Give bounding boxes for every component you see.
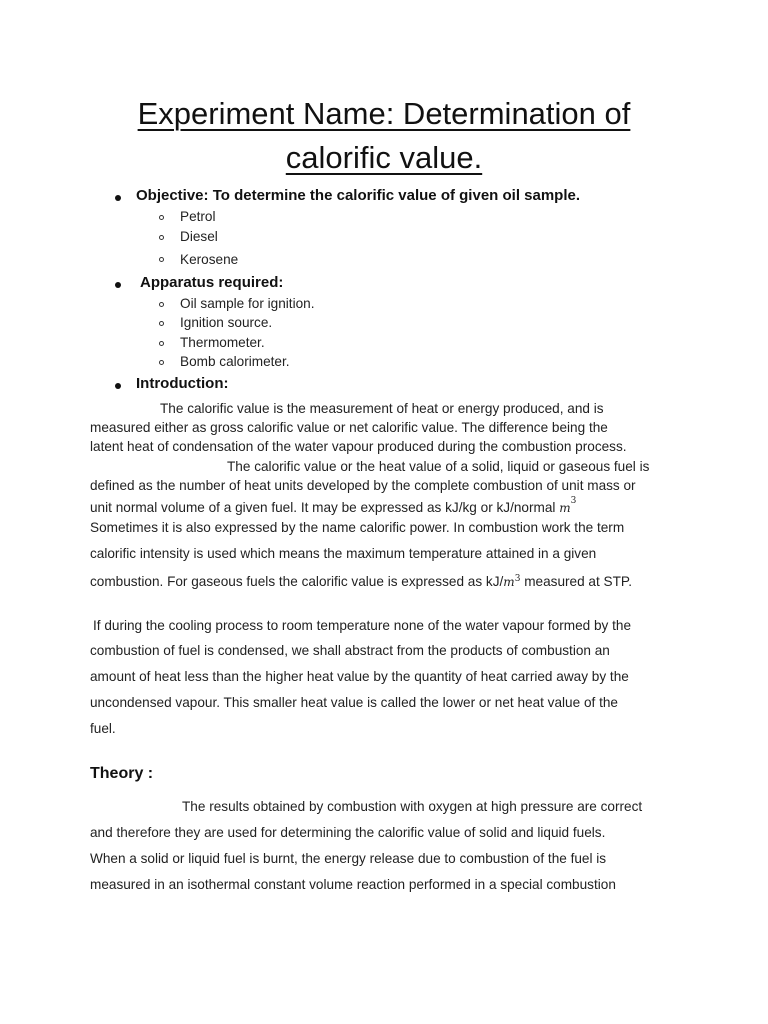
theory-line: measured in an isothermal constant volume reaction performed in a special combustion xyxy=(90,877,616,892)
intro-line: Sometimes it is also expressed by the name calorific power. In combustion work the term xyxy=(90,520,625,535)
sub-bullet xyxy=(159,360,164,365)
theory-line: The results obtained by combustion with oxygen at high pressure are correct xyxy=(182,799,643,814)
para2-line: If during the cooling process to room temperature none of the water vapour formed by the xyxy=(93,618,632,633)
para2-line: amount of heat less than the higher heat value by the quantity of heat carried away by the xyxy=(90,669,629,684)
objective-item-diesel: Diesel xyxy=(180,229,218,244)
bullet-apparatus xyxy=(115,282,121,288)
objective-text: To determine the calorific value of given oil sample. xyxy=(208,187,581,204)
objective-line xyxy=(136,187,580,204)
sub-bullet xyxy=(159,341,164,346)
sub-bullet xyxy=(159,257,164,262)
intro-line: measured at STP. xyxy=(520,574,632,589)
para2-line: fuel. xyxy=(90,721,116,736)
theory-line: When a solid or liquid fuel is burnt, the energy release due to combustion of the fuel is xyxy=(90,851,607,866)
bullet-introduction xyxy=(115,383,121,389)
intro-line: The calorific value is the measurement of heat or energy produced, and is xyxy=(160,401,604,416)
sub-bullet xyxy=(159,235,164,240)
para2-line: combustion of fuel is condensed, we shall abstract from the products of combustion an xyxy=(90,643,610,658)
intro-line-units xyxy=(90,496,576,518)
objective-item-petrol: Petrol xyxy=(180,209,216,224)
intro-line: calorific intensity is used which means the maximum temperature attained in a given xyxy=(90,546,597,561)
apparatus-item-oil: Oil sample for ignition. xyxy=(180,296,315,311)
sub-bullet xyxy=(159,302,164,307)
objective-label: Objective: xyxy=(136,187,209,204)
theory-line: and therefore they are used for determining the calorific value of solid and liquid fuels. xyxy=(90,825,606,840)
page-title-line-1: Experiment Name: Determination of xyxy=(137,96,631,131)
intro-line: The calorific value or the heat value of a solid, liquid or gaseous fuel is xyxy=(227,459,650,474)
sub-bullet xyxy=(159,321,164,326)
theory-heading: Theory : xyxy=(90,765,154,782)
objective-item-kerosene: Kerosene xyxy=(180,252,239,267)
apparatus-item-ignition: Ignition source. xyxy=(180,315,273,330)
intro-line: combustion. For gaseous fuels the calorific value is expressed as kJ/ xyxy=(90,574,504,589)
cubic-meter-symbol: $m^3$ xyxy=(503,574,521,589)
bullet-objective xyxy=(115,195,121,201)
intro-line: measured either as gross calorific value or net calorific value. The difference being the xyxy=(90,420,608,435)
intro-line-stp xyxy=(90,570,632,592)
apparatus-item-bomb: Bomb calorimeter. xyxy=(180,354,290,369)
apparatus-label: Apparatus required: xyxy=(140,274,284,291)
sub-bullet xyxy=(159,215,164,220)
page-title-line-2: calorific value. xyxy=(285,140,483,175)
introduction-label: Introduction: xyxy=(136,375,229,392)
intro-line: latent heat of condensation of the water vapour produced during the combustion process. xyxy=(90,439,627,454)
intro-line: defined as the number of heat units developed by the complete combustion of unit mass or xyxy=(90,478,636,493)
intro-line: unit normal volume of a given fuel. It may be expressed as kJ/kg or kJ/normal xyxy=(90,500,556,515)
cubic-meter-symbol: $m^3$ xyxy=(559,496,577,515)
apparatus-item-thermometer: Thermometer. xyxy=(180,335,265,350)
para2-line: uncondensed vapour. This smaller heat value is called the lower or net heat value of the xyxy=(90,695,618,710)
